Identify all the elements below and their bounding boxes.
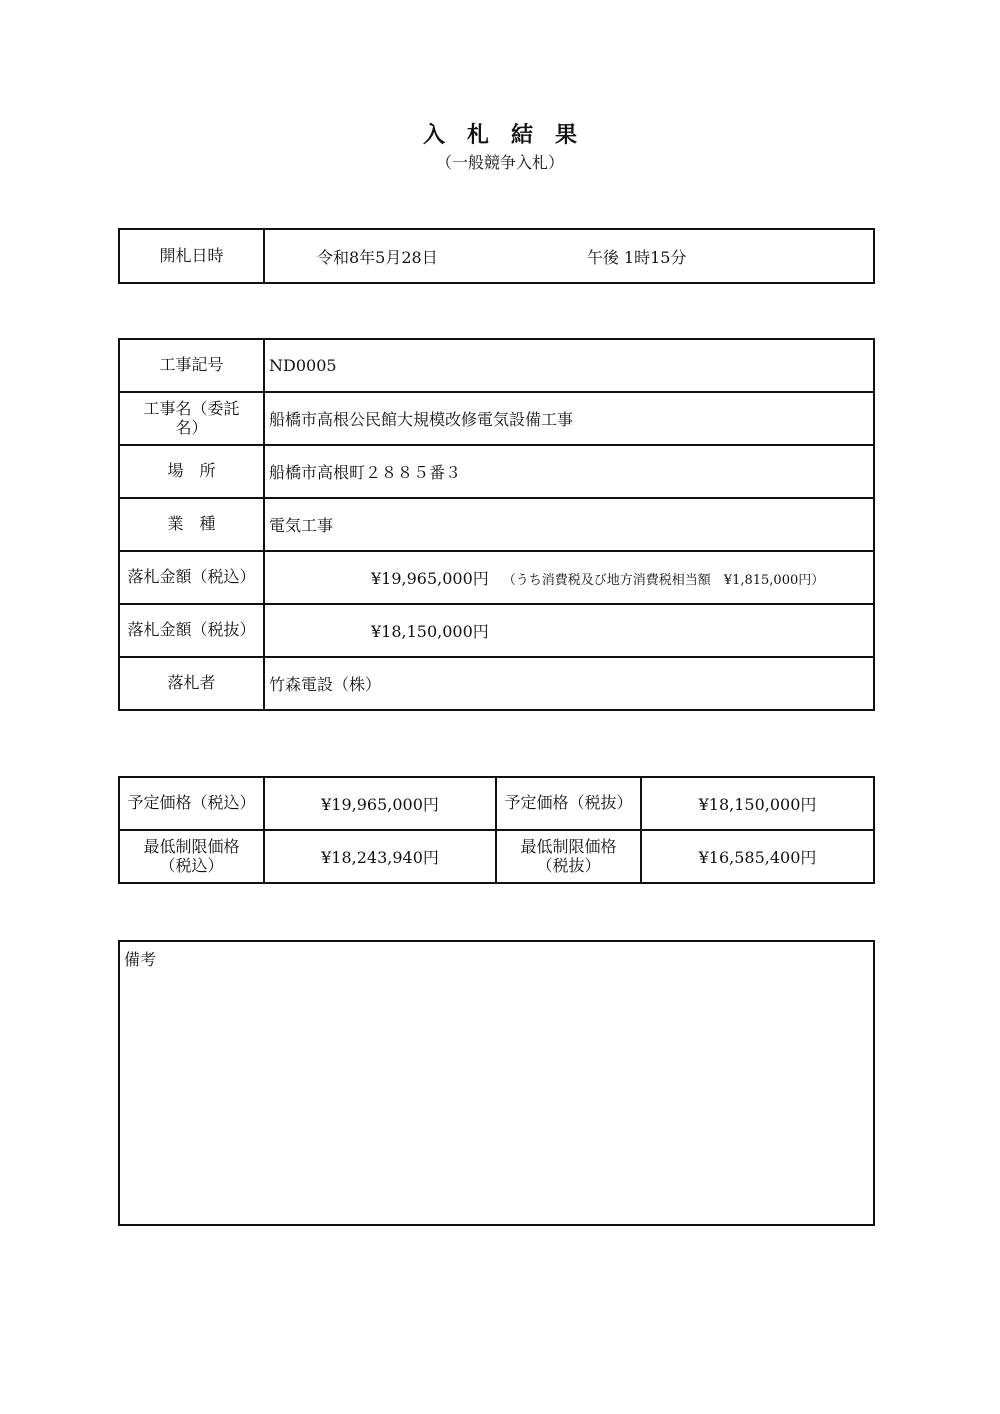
name-label-text: 工事名（委託名） <box>143 399 240 437</box>
remarks-label: 備考 <box>119 941 874 1225</box>
planned-excl-label: 予定価格（税抜） <box>496 777 641 830</box>
remarks-row <box>119 941 874 1225</box>
award-incl-value: ¥19,965,000円 <box>371 569 489 588</box>
winner-value: 竹森電設（株） <box>264 657 874 710</box>
planned-incl-label: 予定価格（税込） <box>119 777 264 830</box>
name-value: 船橋市高根公民館大規模改修電気設備工事 <box>264 392 874 445</box>
planned-incl-value: ¥19,965,000円 <box>264 777 496 830</box>
opening-label: 開札日時 <box>119 229 264 283</box>
page-subtitle: （一般競争入札） <box>435 153 564 172</box>
detail-row-name <box>119 392 874 445</box>
price-table <box>118 776 875 884</box>
name-label <box>119 392 264 445</box>
code-label: 工事記号 <box>119 339 264 392</box>
location-value: 船橋市高根町２８８５番３ <box>264 445 874 498</box>
min-excl-value: ¥16,585,400円 <box>641 830 874 883</box>
award-excl-cell <box>264 604 874 657</box>
industry-value: 電気工事 <box>264 498 874 551</box>
details-table <box>118 338 875 711</box>
min-excl-label-text: 最低制限価格（税抜） <box>520 837 617 875</box>
location-label: 場 所 <box>119 445 264 498</box>
opening-row <box>119 229 874 283</box>
remarks-table <box>118 940 875 1226</box>
award-excl-value: ¥18,150,000円 <box>371 622 489 641</box>
code-value: ND0005 <box>264 339 874 392</box>
min-incl-label-text: 最低制限価格（税込） <box>143 837 240 875</box>
detail-row-winner <box>119 657 874 710</box>
min-incl-label <box>119 830 264 883</box>
industry-label: 業 種 <box>119 498 264 551</box>
opening-date: 令和8年5月28日 <box>317 247 438 267</box>
opening-table <box>118 228 875 284</box>
min-incl-value: ¥18,243,940円 <box>264 830 496 883</box>
award-incl-label: 落札金額（税込） <box>119 551 264 604</box>
opening-time: 午後 1時15分 <box>586 247 687 267</box>
winner-label: 落札者 <box>119 657 264 710</box>
detail-row-location <box>119 445 874 498</box>
min-excl-label <box>496 830 641 883</box>
detail-row-code <box>119 339 874 392</box>
planned-price-row <box>119 777 874 830</box>
award-tax-note: （うち消費税及び地方消費税相当額 ¥1,815,000円） <box>502 573 825 588</box>
planned-excl-value: ¥18,150,000円 <box>641 777 874 830</box>
award-excl-label: 落札金額（税抜） <box>119 604 264 657</box>
detail-row-award-excl <box>119 604 874 657</box>
award-incl-cell <box>264 551 874 604</box>
page-title: 入札結果 <box>422 122 599 148</box>
opening-value <box>264 229 874 283</box>
detail-row-award-incl <box>119 551 874 604</box>
min-price-row <box>119 830 874 883</box>
detail-row-industry <box>119 498 874 551</box>
